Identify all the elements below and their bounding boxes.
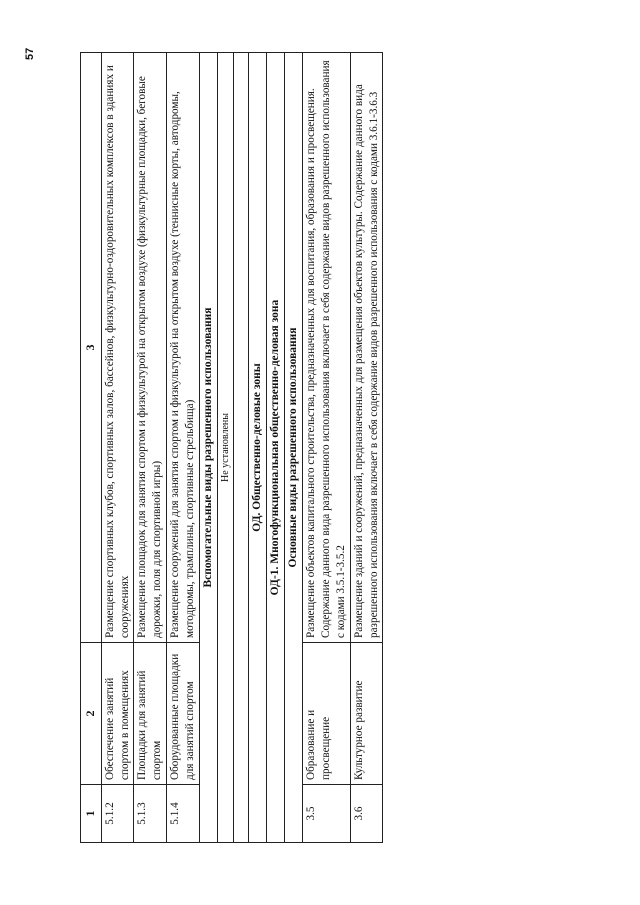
section-row <box>285 53 303 843</box>
auxiliary-uses-heading: Вспомогательные виды разрешенного использования <box>199 53 217 843</box>
table-row <box>303 53 350 843</box>
row-description: Размещение площадок для занятия спортом и физкультурой на открытом воздухе (физкультурные площадки, беговые дорожки, поля для спортивной игры) <box>134 53 167 643</box>
row-code: 5.1.3 <box>134 785 167 843</box>
header-cell-3: 3 <box>81 53 102 643</box>
section-row <box>248 53 266 843</box>
table-row <box>350 53 383 843</box>
row-name: Площадки для занятий спортом <box>134 643 167 785</box>
row-description: Размещение сооружений для занятия спортом и физкультурой на открытом воздухе (теннисные корты, автодромы, мотодромы, трамплины, спортивные стрельбища) <box>166 53 199 643</box>
row-code: 3.6 <box>350 785 383 843</box>
row-code: 5.1.4 <box>166 785 199 843</box>
auxiliary-uses-note: Не установлены <box>217 53 233 843</box>
row-description: Размещение зданий и сооружений, предназначенных для размещения объектов культуры. Содержание данного вида разрешенного использования включает в себя содержание видов разрешенного использования с кодами 3.6.1-3.6.3 <box>350 53 383 643</box>
row-code: 3.5 <box>303 785 350 843</box>
row-description: Размещение объектов капитального строительства, предназначенных для воспитания, образования и просвещения. Содержание данного вида разрешенного использования включает в себя содержание видов разрешенного использования с кодами 3.5.1-3.5.2 <box>303 53 350 643</box>
main-uses-heading: Основные виды разрешенного использования <box>285 53 303 843</box>
header-row <box>81 53 102 843</box>
spacer-row <box>233 53 248 843</box>
row-name: Культурное развитие <box>350 643 383 785</box>
spacer-cell <box>233 53 248 843</box>
row-code: 5.1.2 <box>101 785 134 843</box>
zone-heading: ОД. Общественно-деловые зоны <box>248 53 266 843</box>
section-row <box>267 53 285 843</box>
row-description: Размещение спортивных клубов, спортивных залов, бассейнов, физкультурно-оздоровительных комплексов в зданиях и сооружениях <box>101 53 134 643</box>
header-cell-1: 1 <box>81 785 102 843</box>
row-name: Оборудованные площадки для занятий спортом <box>166 643 199 785</box>
note-row <box>217 53 233 843</box>
row-name: Образование и просвещение <box>303 643 350 785</box>
subzone-heading: ОД-1. Многофункциональная общественно-деловая зона <box>267 53 285 843</box>
header-cell-2: 2 <box>81 643 102 785</box>
rotated-page-content <box>80 53 520 843</box>
table-row <box>166 53 199 843</box>
row-name: Обеспечение занятий спортом в помещениях <box>101 643 134 785</box>
table-row <box>101 53 134 843</box>
section-row <box>199 53 217 843</box>
table-row <box>134 53 167 843</box>
page-number: 57 <box>24 47 36 60</box>
land-use-table <box>80 52 383 843</box>
